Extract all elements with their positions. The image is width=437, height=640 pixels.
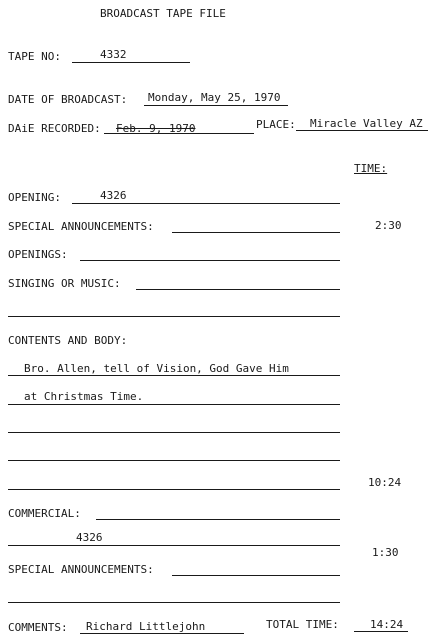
special-announcements-label: SPECIAL ANNOUNCEMENTS:: [8, 220, 154, 233]
contents-rule-5: [8, 489, 340, 490]
commercial-line: [96, 519, 340, 520]
blank-line: [8, 316, 340, 317]
openings-line: [80, 260, 340, 261]
commercial-rule: [8, 545, 340, 546]
comments-label: COMMENTS:: [8, 621, 68, 634]
commercial-label: COMMERCIAL:: [8, 507, 81, 520]
date-recorded-label: DAiE RECORDED:: [8, 122, 101, 135]
singing-or-music-line: [136, 289, 340, 290]
total-time-line: [354, 631, 408, 632]
contents-rule-3: [8, 432, 340, 433]
opening-line: [72, 203, 340, 204]
tape-no-value: 4332: [100, 48, 127, 61]
contents-label: CONTENTS AND BODY:: [8, 334, 128, 347]
contents-rule-2: [8, 404, 340, 405]
special-announcements-2-line: [172, 575, 340, 576]
time-column-header: TIME:: [354, 162, 388, 175]
openings-label: OPENINGS:: [8, 248, 68, 261]
comments-value: Richard Littlejohn: [86, 620, 206, 633]
contents-line-2: at Christmas Time.: [24, 390, 144, 403]
opening-value: 4326: [100, 189, 127, 202]
total-time-value: 14:24: [370, 618, 404, 631]
commercial-value: 4326: [76, 531, 103, 544]
contents-line-1: Bro. Allen, tell of Vision, God Gave Him: [24, 362, 289, 375]
place-line: [296, 130, 428, 131]
date-recorded-value: Feb. 9, 1970: [116, 122, 196, 135]
date-of-broadcast-line: [144, 105, 288, 106]
commercial-time: 1:30: [372, 546, 399, 559]
special-announcements-2-label: SPECIAL ANNOUNCEMENTS:: [8, 563, 154, 576]
tape-no-line: [72, 62, 190, 63]
contents-rule-4: [8, 460, 340, 461]
tape-no-label: TAPE NO:: [8, 50, 61, 63]
form-title: BROADCAST TAPE FILE: [100, 7, 226, 20]
singing-or-music-label: SINGING OR MUSIC:: [8, 277, 121, 290]
contents-time: 10:24: [368, 476, 402, 489]
place-value: Miracle Valley AZ: [310, 117, 423, 130]
date-of-broadcast-label: DATE OF BROADCAST:: [8, 93, 128, 106]
opening-label: OPENING:: [8, 191, 61, 204]
comments-line: [80, 633, 244, 634]
special-announcements-2-rule: [8, 602, 340, 603]
total-time-label: TOTAL TIME:: [266, 618, 339, 631]
contents-rule-1: [8, 375, 340, 376]
date-of-broadcast-value: Monday, May 25, 1970: [148, 91, 281, 104]
place-label: PLACE:: [256, 118, 296, 131]
special-announcements-time: 2:30: [375, 219, 402, 232]
special-announcements-line: [172, 232, 340, 233]
